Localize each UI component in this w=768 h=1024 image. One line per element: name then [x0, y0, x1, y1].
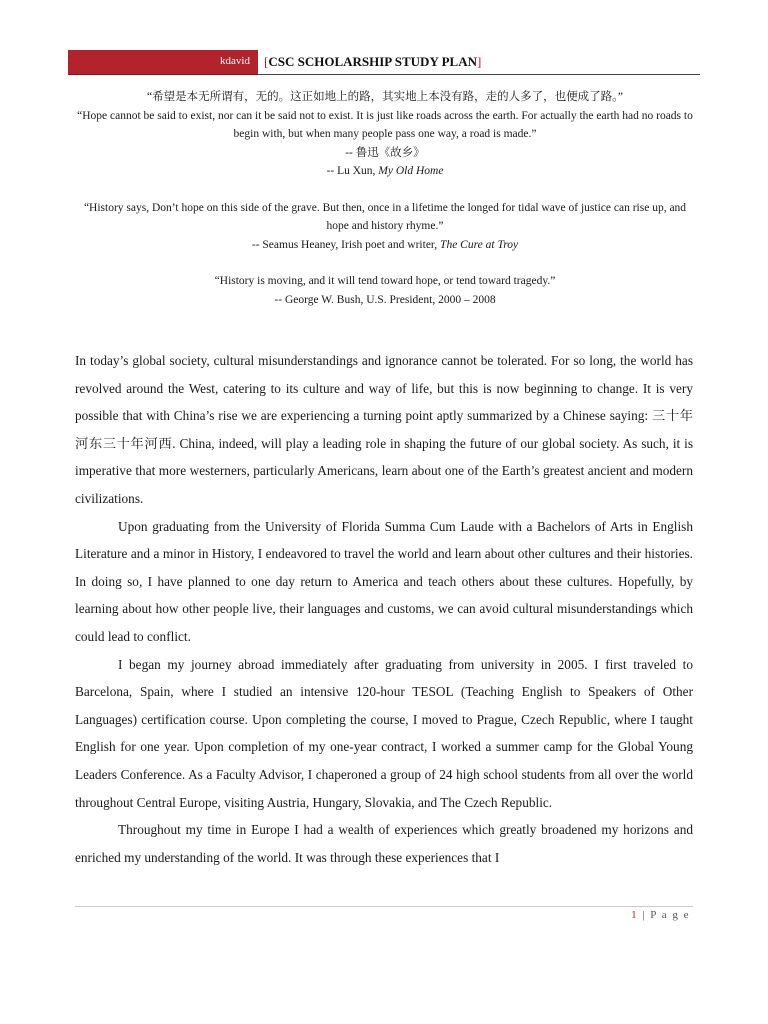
header-rule	[258, 74, 700, 75]
quote-attribution: -- George W. Bush, U.S. President, 2000 – 2008	[274, 293, 496, 306]
quote-work-title: The Cure at Troy	[440, 238, 519, 251]
page-separator: |	[638, 909, 651, 921]
quote-attribution: -- Lu Xun, My Old Home	[326, 165, 444, 177]
body-text	[75, 347, 693, 871]
document-title-wrapper	[264, 54, 481, 70]
title-bracket-close: ]	[477, 54, 482, 69]
paragraph: Upon graduating from the University of Florida Summa Cum Laude with a Bachelors of Arts in English Literature and a minor in History, I endeavored to travel the world and learn about other cultures and their histories. In doing so, I have planned to one day return to America and teach others about these cultures. Hopefully, by learning about how other people live, their languages and customs, we can avoid cultural misunderstandings which could lead to conflict.	[75, 518, 693, 644]
quote-text: “Hope cannot be said to exist, nor can it be said not to exist. It is just like roads across the earth. For actually the earth had no roads to begin with, but when many people pass one way, a road is made.”	[77, 109, 693, 140]
quote-text: “History is moving, and it will tend toward hope, or tend toward tragedy.”	[214, 275, 556, 287]
header-author: kdavid	[220, 55, 250, 67]
quote-heaney	[75, 199, 695, 255]
paragraph: I began my journey abroad immediately after graduating from university in 2005. I first traveled to Barcelona, Spain, where I studied an intensive 120-hour TESOL (Teaching English to Speakers of Other Languages) certification course. Upon completing the course, I moved to Prague, Czech Republic, where I taught English for one year. Upon completion of my one-year contract, I worked a summer camp for the Global Young Leaders Conference. As a Faculty Advisor, I chaperoned a group of 24 high school students from all over the world throughout Central Europe, visiting Austria, Hungary, Slovakia, and The Czech Republic.	[75, 656, 693, 810]
quote-text: “希望是本无所谓有，无的。这正如地上的路，其实地上本没有路，走的人多了，也便成了路。”	[147, 91, 623, 103]
quote-lu-xun	[75, 88, 695, 181]
page-footer	[631, 909, 690, 921]
paragraph: Throughout my time in Europe I had a wealth of experiences which greatly broadened my horizons and enriched my understanding of the world. It was through these experiences that I	[75, 822, 693, 865]
quote-work-title: My Old Home	[378, 165, 444, 177]
quote-attribution: -- Seamus Heaney, Irish poet and writer, The Cure at Troy	[251, 238, 519, 251]
page-header	[68, 50, 700, 75]
quote-text: -- 鲁迅《故乡》	[345, 146, 425, 159]
epigraph-quotes	[75, 88, 695, 309]
title-bracket-open: [	[264, 54, 269, 69]
paragraph: In today’s global society, cultural misunderstandings and ignorance cannot be tolerated. For so long, the world has revolved around the West, catering to its culture and way of life, but this is now beginning to change. It is very possible that with China’s rise we are experiencing a turning point aptly summarized by a Chinese saying: 三十年河东三十年河西. China, indeed, will play a leading role in shaping the future of our global society. As such, it is imperative that more westerners, particularly Americans, learn about one of the Earth’s greatest ancient and modern civilizations.	[75, 353, 693, 506]
quote-bush	[75, 272, 695, 309]
quote-text: “History says, Don’t hope on this side of the grave. But then, once in a lifetime the longed for tidal wave of justice can rise up, and hope and history rhyme.”	[83, 201, 687, 232]
page-number: 1	[631, 909, 639, 921]
page-label: P a g e	[650, 909, 690, 921]
footer-rule	[75, 906, 693, 907]
header-accent-bar	[68, 50, 258, 75]
document-title: CSC SCHOLARSHIP STUDY PLAN	[268, 54, 477, 69]
